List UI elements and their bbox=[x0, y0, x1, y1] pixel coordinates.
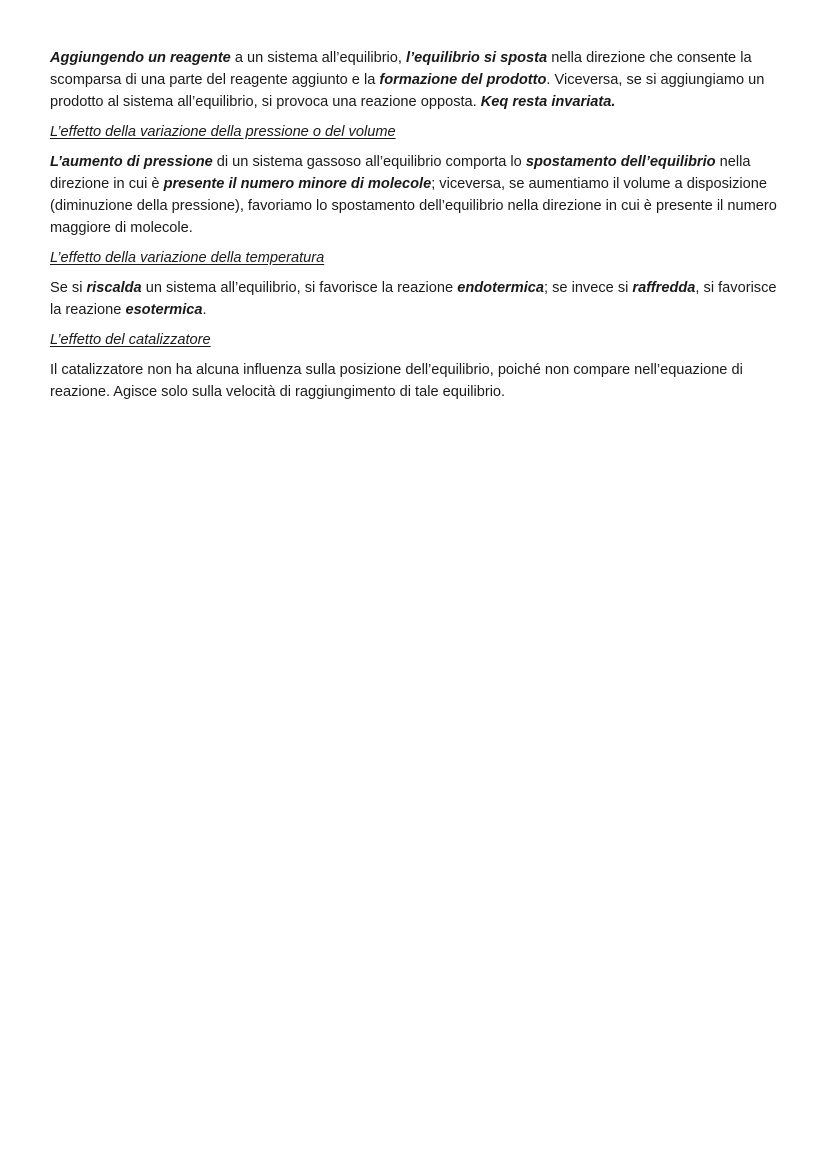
emphasis-text: Keq resta invariata. bbox=[480, 94, 616, 110]
emphasis-text: riscalda bbox=[86, 280, 142, 296]
paragraph-catalyst bbox=[50, 359, 780, 403]
heading-text: L’effetto del catalizzatore bbox=[50, 332, 211, 348]
paragraph-temperature bbox=[50, 277, 780, 321]
emphasis-text: presente il numero minore di molecole bbox=[163, 176, 432, 192]
emphasis-text: raffredda bbox=[632, 280, 696, 296]
body-text: a un sistema all’equilibrio, bbox=[230, 50, 407, 66]
emphasis-text: L’aumento di pressione bbox=[50, 154, 213, 170]
emphasis-text: spostamento dell’equilibrio bbox=[525, 154, 716, 170]
paragraph-pressure bbox=[50, 151, 780, 239]
body-text: Il catalizzatore non ha alcuna influenza sulla posizione dell’equilibrio, poiché non compare nell’equazione di reazione. Agisce solo sulla velocità di raggiungimento di tale equilibrio. bbox=[50, 362, 743, 400]
heading-text: L’effetto della variazione della temperatura bbox=[50, 250, 325, 266]
document-page bbox=[50, 47, 780, 411]
emphasis-text: l’equilibrio si sposta bbox=[406, 50, 548, 66]
body-text: ; se invece si bbox=[544, 280, 633, 296]
body-text: . bbox=[202, 302, 207, 318]
section-heading-catalyst bbox=[50, 329, 780, 351]
body-text: Se si bbox=[50, 280, 87, 296]
body-text: ; viceversa, se aumentiamo il volume a disposizione (diminuzione della pressione), favoriamo lo spostamento dell’equilibrio nella direzione in cui è presente il numero maggiore di molecole. bbox=[50, 176, 777, 236]
body-text: un sistema all’equilibrio, si favorisce la reazione bbox=[141, 280, 458, 296]
body-text: . Viceversa, se si aggiungiamo un prodotto al sistema all’equilibrio, si provoca una reazione opposta. bbox=[50, 72, 765, 110]
heading-text: L’effetto della variazione della pressione o del volume bbox=[50, 124, 396, 140]
body-text: , si favorisce la reazione bbox=[50, 280, 777, 318]
body-text: nella direzione che consente la scomparsa di una parte del reagente aggiunto e la bbox=[50, 50, 752, 88]
section-heading-temperature bbox=[50, 247, 780, 269]
emphasis-text: endotermica bbox=[457, 280, 544, 296]
body-text: nella direzione in cui è bbox=[50, 154, 751, 192]
paragraph-reagent bbox=[50, 47, 780, 113]
body-text: di un sistema gassoso all’equilibrio comporta lo bbox=[212, 154, 526, 170]
emphasis-text: formazione del prodotto bbox=[379, 72, 547, 88]
emphasis-text: esotermica bbox=[125, 302, 203, 318]
emphasis-text: Aggiungendo un reagente bbox=[50, 50, 231, 66]
section-heading-pressure bbox=[50, 121, 780, 143]
